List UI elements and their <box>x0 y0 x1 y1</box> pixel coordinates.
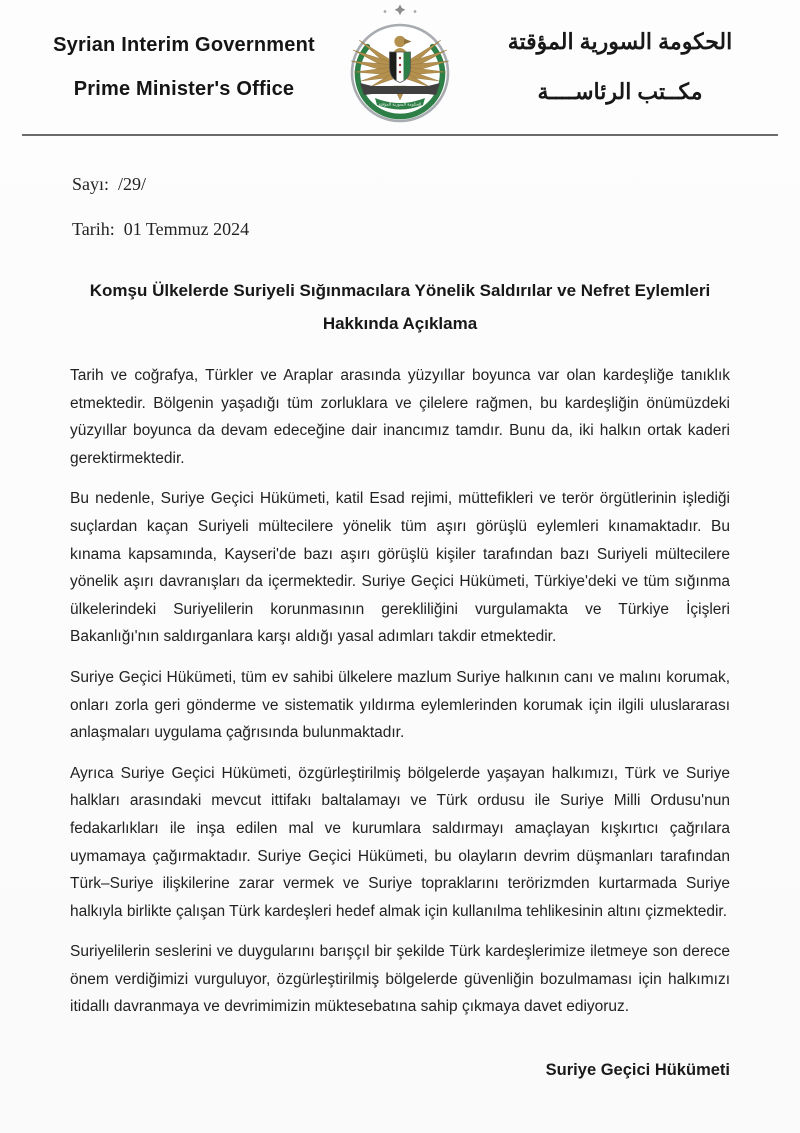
document-paragraph: Suriyelilerin seslerini ve duygularını barışçıl bir şekilde Türk kardeşlerimize iletmeye son derece önem verdiğimizi vurguluyor, özgürleştirilmiş bölgelerde güvenliğin bozulmaması için halkımızı itidallı davranmaya ve devrimimizin müktesebatına sahip çıkmaya davet ediyoruz. <box>70 943 730 1016</box>
document-title <box>60 274 740 340</box>
document-title-line2: Hakkında Açıklama <box>322 314 478 333</box>
org-name-english <box>38 23 330 111</box>
document-number-value: /29/ <box>118 174 147 194</box>
org-name-arabic-line2: مكــتب الرئاســــة <box>537 79 703 104</box>
org-name-arabic-line1: الحكومة السورية المؤقتة <box>507 29 733 54</box>
org-name-english-line2: Prime Minister's Office <box>73 78 295 100</box>
signature: Suriye Geçici Hükümeti <box>545 1061 730 1080</box>
document-paragraph: Tarih ve coğrafya, Türkler ve Araplar arasında yüzyıllar boyunca var olan kardeşliğe tanıklık etmektedir. Bölgenin yaşadığı tüm zorluklara ve çilelere rağmen, bu kardeşliğin önümüzdeki yüzyıllar boyunca da devam edeceğine dair inancımız tamdır. Bunu da, iki halkın ortak kaderi gerektirmektedir. <box>70 367 730 467</box>
org-name-english-line1: Syrian Interim Government <box>53 34 315 56</box>
org-name-arabic <box>470 17 770 117</box>
document-date-row <box>72 219 800 240</box>
scroll-banner-text: الحكومة السورية المؤقتة <box>378 101 422 107</box>
document-paragraph: Bu nedenle, Suriye Geçici Hükümeti, katil Esad rejimi, müttefikleri ve terör örgütlerinin işlediği suçlardan kaçan Suriyeli mültecilere yönelik tüm aşırı görüşlü eylemleri kınamaktadır. Bu kınama kapsamında, Kayseri'de bazı aşırı görüşlü kişiler tarafından bazı Suriyeli mültecilere yönelik aşırı davranışları da içermektedir. Suriye Geçici Hükümeti, Türkiye'deki ve tüm sığınma ülkelerindeki Suriyelilerin korunmasının gerekliliğini vurgulamakta ve Türkiye İçişleri Bakanlığı'nın saldırganlara karşı aldığı yasal adımları takdir etmektedir. <box>70 490 730 646</box>
document-paragraph: Ayrıca Suriye Geçici Hükümeti, özgürleştirilmiş bölgelerde yaşayan halkımızı, Türk ve Suriye halkları arasındaki mevcut ittifakı baltalamayı ve Türk ordusu ile Suriye Milli Ordusu'nun fedakarlıkları ile inşa edilen mal ve kurumlara saldırmayı amaçlayan kışkırtıcı çağrılara uymamaya çağırmaktadır. Suriye Geçici Hükümeti, bu olayların devrim düşmanları tarafından Türk–Suriye ilişkilerine zarar vermek ve Suriye topraklarını terörizmden kurtarmada Suriye halkıyla birlikte çalışan Türk kardeşleri hedef almak için kullanılma tehlikesinin altını çizmektedir. <box>70 764 730 920</box>
letter-meta <box>72 174 800 240</box>
eagle-emblem-icon <box>339 3 461 129</box>
document-title-line1: Komşu Ülkelerde Suriyeli Sığınmacılara Yönelik Saldırılar ve Nefret Eylemleri <box>89 281 711 300</box>
letterhead-divider <box>22 134 778 136</box>
document-date-value: 01 Temmuz 2024 <box>123 219 250 239</box>
government-emblem <box>339 3 461 129</box>
document-number-row <box>72 174 800 195</box>
letterhead <box>0 0 800 126</box>
dot-ornament-right <box>414 10 417 13</box>
star-ornament-icon <box>395 5 406 16</box>
document-number-label: Sayı: <box>72 174 110 194</box>
document-body <box>70 362 730 1021</box>
dot-ornament-left <box>384 10 387 13</box>
document-paragraph: Suriye Geçici Hükümeti, tüm ev sahibi ülkelere mazlum Suriye halkının canı ve malını korumak, onları zorla geri gönderme ve sistematik yıldırma eylemlerinden korumak için ilgili uluslararası anlaşmaları uygulama çağrısında bulunmaktadır. <box>70 668 730 742</box>
document-date-label: Tarih: <box>72 219 115 239</box>
